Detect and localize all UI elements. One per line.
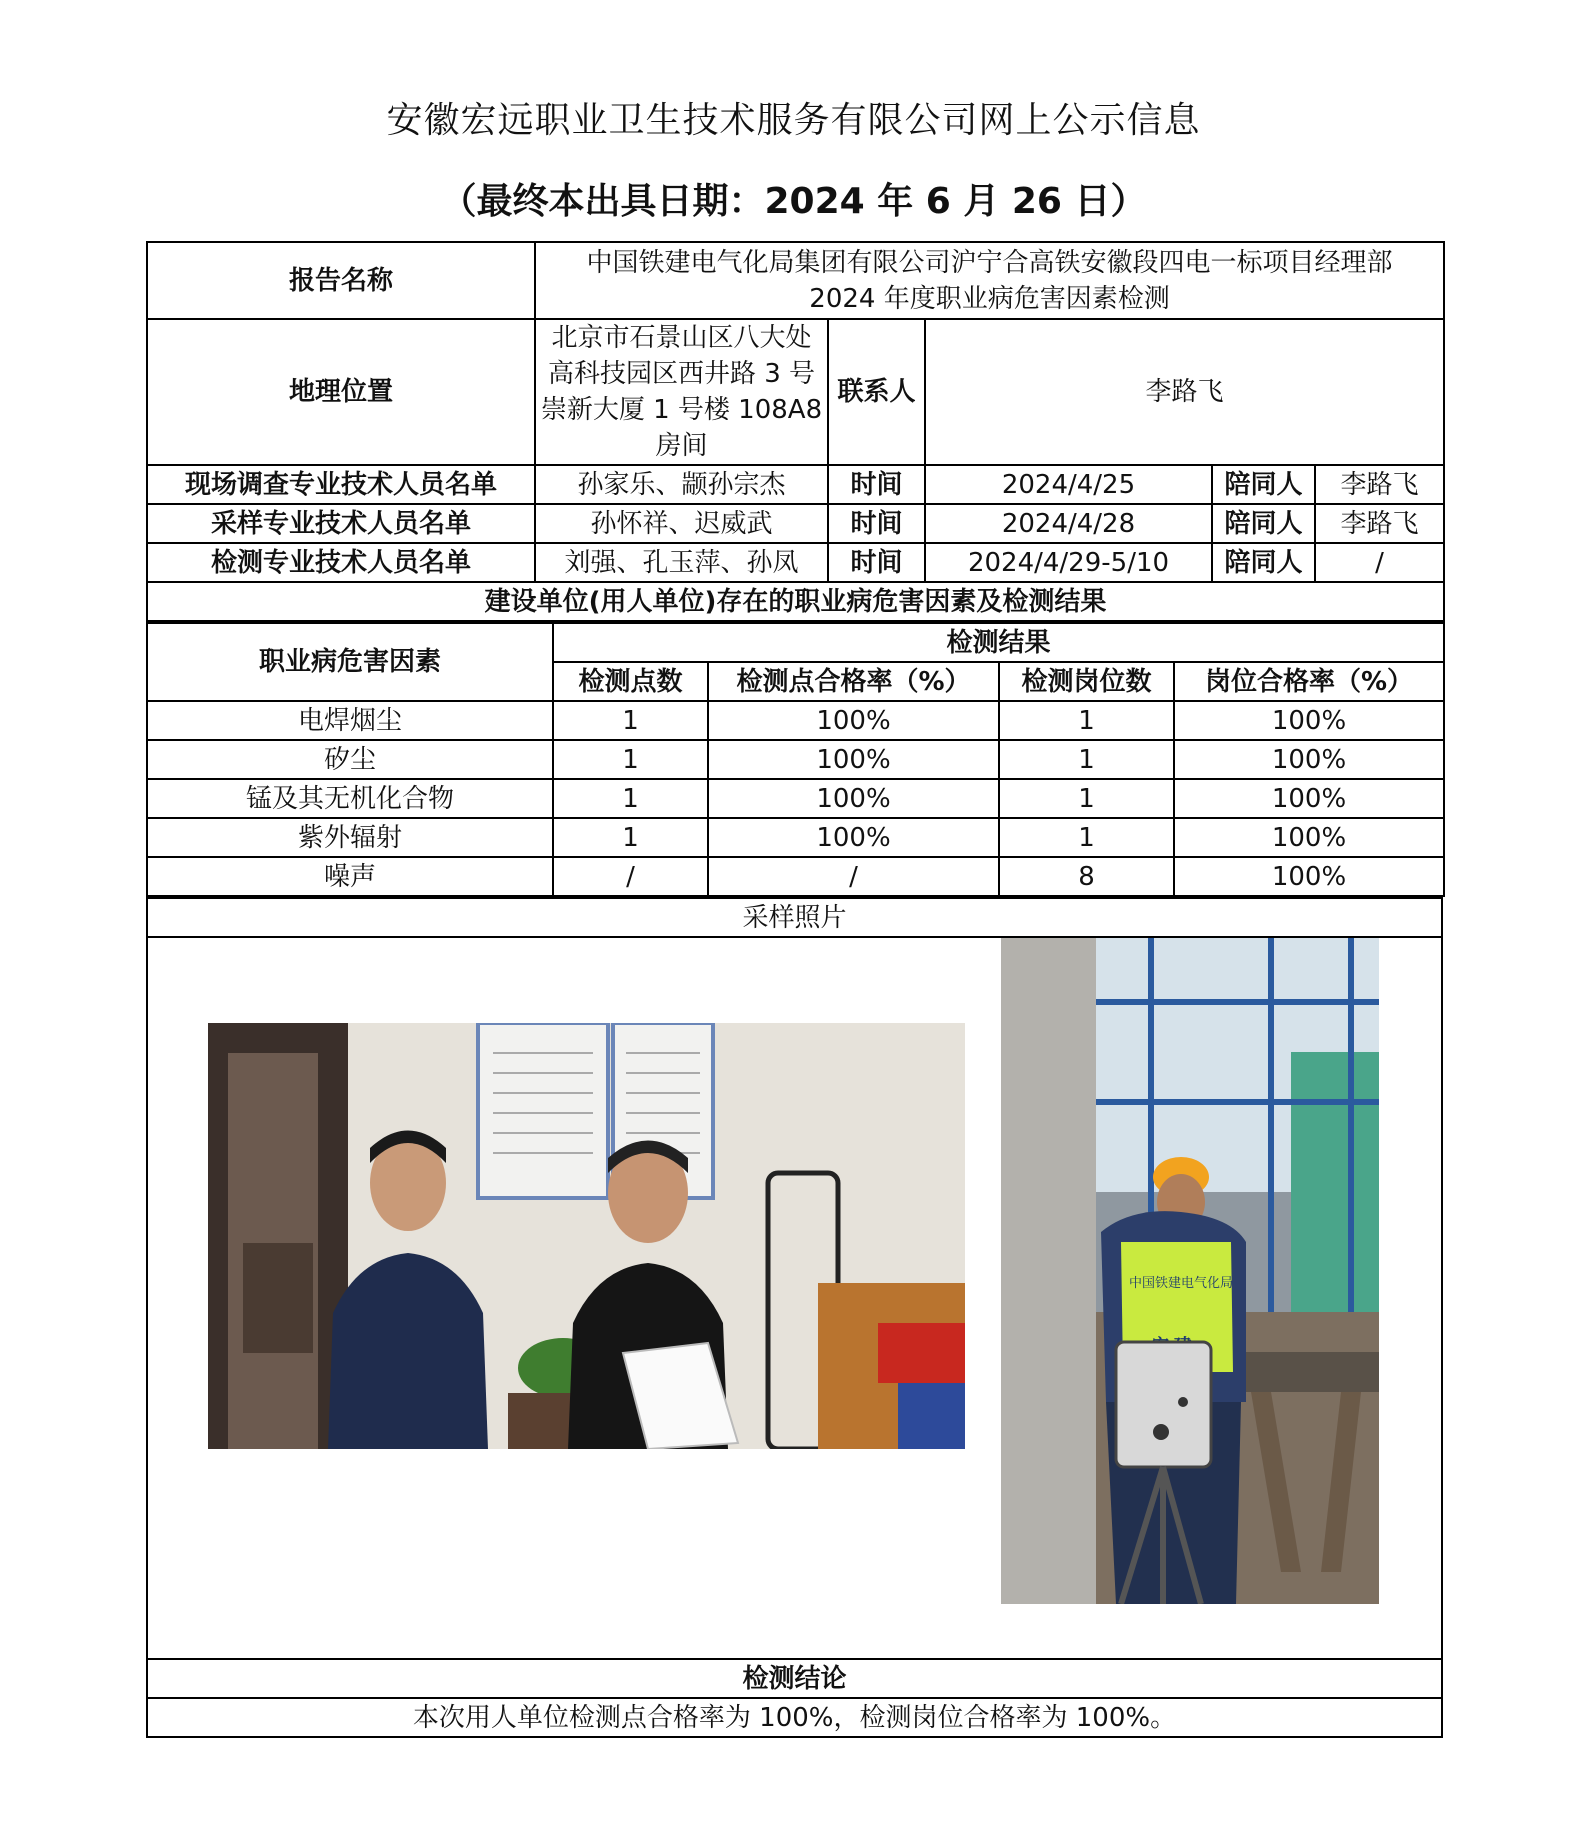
report-name-value	[535, 242, 1444, 319]
time-value: 2024/4/25	[925, 465, 1212, 504]
vest-text: 中国铁建电气化局	[1129, 1275, 1234, 1290]
posts-value: 1	[999, 779, 1174, 818]
companion-label: 陪同人	[1212, 465, 1315, 504]
table-row	[147, 818, 1444, 857]
staff-names: 孙怀祥、迟威武	[535, 504, 828, 543]
factor-name: 紫外辐射	[147, 818, 553, 857]
companion-label: 陪同人	[1212, 504, 1315, 543]
time-label: 时间	[828, 543, 925, 582]
table-row	[147, 779, 1444, 818]
col-posts: 检测岗位数	[999, 662, 1174, 701]
photos-table	[146, 897, 1443, 1738]
table-row	[147, 740, 1444, 779]
results-section-title: 建设单位(用人单位)存在的职业病危害因素及检测结果	[147, 582, 1444, 621]
conclusion-text: 本次用人单位检测点合格率为 100%，检测岗位合格率为 100%。	[147, 1698, 1442, 1737]
points-value: 1	[553, 779, 708, 818]
office-photo	[208, 1023, 965, 1449]
post-rate-value: 100%	[1174, 779, 1444, 818]
page-title: 安徽宏远职业卫生技术服务有限公司网上公示信息	[386, 100, 1201, 141]
post-rate-value: 100%	[1174, 857, 1444, 896]
report-name-line2: 2024 年度职业病危害因素检测	[809, 283, 1170, 314]
posts-value: 1	[999, 818, 1174, 857]
factor-name: 噪声	[147, 857, 553, 896]
staff-names: 刘强、孔玉萍、孙凤	[535, 543, 828, 582]
post-rate-value: 100%	[1174, 740, 1444, 779]
time-value: 2024/4/29-5/10	[925, 543, 1212, 582]
staff-row	[147, 543, 1444, 582]
location-label: 地理位置	[147, 319, 535, 465]
companion-value: /	[1315, 543, 1444, 582]
staff-label: 检测专业技术人员名单	[147, 543, 535, 582]
contact-value: 李路飞	[925, 319, 1444, 465]
col-points: 检测点数	[553, 662, 708, 701]
conclusion-title: 检测结论	[147, 1659, 1442, 1698]
staff-names: 孙家乐、颛孙宗杰	[535, 465, 828, 504]
posts-value: 1	[999, 740, 1174, 779]
contact-label: 联系人	[828, 319, 925, 465]
companion-value: 李路飞	[1315, 465, 1444, 504]
issue-date: （最终本出具日期：2024 年 6 月 26 日）	[440, 181, 1147, 222]
points-value: 1	[553, 740, 708, 779]
table-row	[147, 701, 1444, 740]
photos-area	[147, 937, 1442, 1659]
factor-name: 矽尘	[147, 740, 553, 779]
points-value: 1	[553, 818, 708, 857]
posts-value: 1	[999, 701, 1174, 740]
col-post-rate: 岗位合格率（%）	[1174, 662, 1444, 701]
report-name-line1: 中国铁建电气化局集团有限公司沪宁合高铁安徽段四电一标项目经理部	[586, 247, 1393, 278]
factor-name: 电焊烟尘	[147, 701, 553, 740]
companion-label: 陪同人	[1212, 543, 1315, 582]
staff-row	[147, 465, 1444, 504]
time-label: 时间	[828, 504, 925, 543]
col-point-rate: 检测点合格率（%）	[708, 662, 999, 701]
staff-label: 现场调查专业技术人员名单	[147, 465, 535, 504]
point-rate-value: 100%	[708, 701, 999, 740]
time-value: 2024/4/28	[925, 504, 1212, 543]
point-rate-value: 100%	[708, 779, 999, 818]
result-header: 检测结果	[553, 623, 1444, 662]
post-rate-value: 100%	[1174, 701, 1444, 740]
site-photo	[1001, 937, 1379, 1604]
points-value: 1	[553, 701, 708, 740]
post-rate-value: 100%	[1174, 818, 1444, 857]
results-table	[146, 622, 1445, 897]
points-value: /	[553, 857, 708, 896]
factor-name: 锰及其无机化合物	[147, 779, 553, 818]
factor-header: 职业病危害因素	[147, 623, 553, 701]
companion-value: 李路飞	[1315, 504, 1444, 543]
staff-label: 采样专业技术人员名单	[147, 504, 535, 543]
report-name-label: 报告名称	[147, 242, 535, 319]
staff-row	[147, 504, 1444, 543]
location-value: 北京市石景山区八大处高科技园区西井路 3 号崇新大厦 1 号楼 108A8 房间	[535, 319, 828, 465]
time-label: 时间	[828, 465, 925, 504]
point-rate-value: 100%	[708, 740, 999, 779]
posts-value: 8	[999, 857, 1174, 896]
point-rate-value: 100%	[708, 818, 999, 857]
info-table	[146, 241, 1445, 622]
table-row	[147, 857, 1444, 896]
point-rate-value: /	[708, 857, 999, 896]
photos-section-title: 采样照片	[147, 898, 1442, 937]
